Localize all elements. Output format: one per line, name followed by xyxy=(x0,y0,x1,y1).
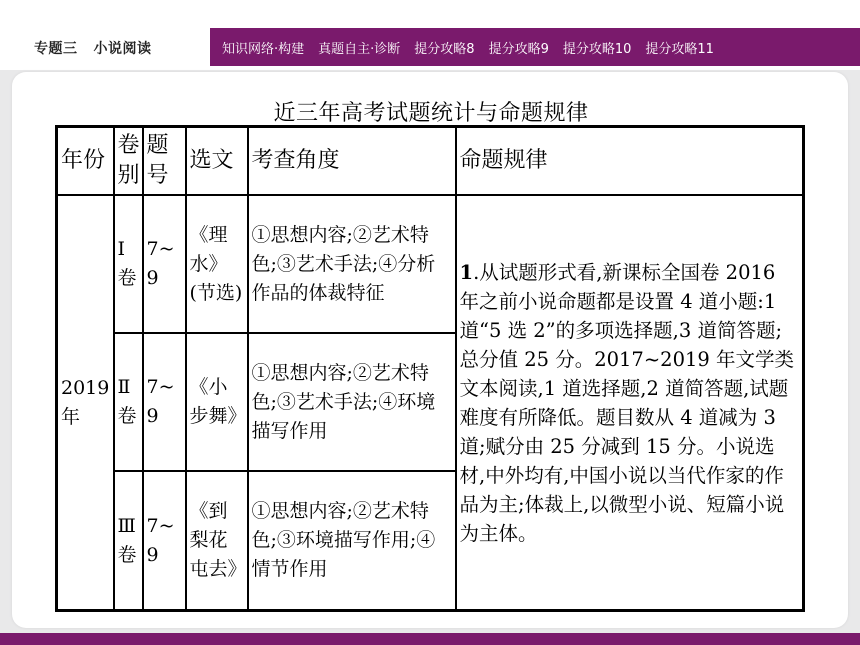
angle-cell: ①思想内容;②艺术特色;③艺术手法;④环境描写作用 xyxy=(248,333,456,471)
paper-cell: Ⅰ卷 xyxy=(114,195,143,333)
question-cell: 7~9 xyxy=(143,195,186,333)
pattern-text: .从试题形式看,新课标全国卷 2016 年之前小说命题都是设置 4 道小题:1 道“5 选 2”的多项选择题,3 道简答题;总分值 25 分。2017~2019 年文学类文本阅读,1 道选择题,2 道简答题,试题难度有所降低。题目数从 4 道减为 3 道;赋分由 25 分减到 15 分。小说选材,中外均有,中国小说以当代作家的作品为主;体裁上,以微型小说、短篇小说为主体。 xyxy=(459,260,794,545)
text-cell: 《理水》(节选) xyxy=(186,195,248,333)
paper-cell: Ⅱ卷 xyxy=(114,333,143,471)
nav-strategy-10[interactable]: 提分攻略10 xyxy=(562,41,632,57)
paper-cell: Ⅲ卷 xyxy=(114,471,143,610)
table-header-row xyxy=(57,127,804,196)
text-cell: 《小步舞》 xyxy=(186,333,248,471)
nav-knowledge-network[interactable]: 知识网络·构建 xyxy=(222,41,305,57)
pattern-cell xyxy=(456,195,804,611)
header-selected-text: 选文 xyxy=(186,127,248,196)
nav-bar xyxy=(210,28,860,66)
chapter-title: 小说阅读 xyxy=(93,41,152,57)
header-exam-angle: 考查角度 xyxy=(248,127,456,196)
question-cell: 7~9 xyxy=(143,333,186,471)
text-cell: 《到梨花屯去》 xyxy=(186,471,248,610)
angle-cell: ①思想内容;②艺术特色;③环境描写作用;④情节作用 xyxy=(248,471,456,610)
table-row xyxy=(57,195,804,333)
pattern-number: 1 xyxy=(459,260,474,284)
nav-exam-diagnosis[interactable]: 真题自主·诊断 xyxy=(318,41,401,57)
nav-strategy-9[interactable]: 提分攻略9 xyxy=(488,41,549,57)
chapter-heading xyxy=(34,38,152,58)
question-cell: 7~9 xyxy=(143,471,186,610)
header-paper: 卷别 xyxy=(114,127,143,196)
nav-strategy-11[interactable]: 提分攻略11 xyxy=(645,41,714,57)
nav-strategy-8[interactable]: 提分攻略8 xyxy=(414,41,475,57)
bottom-bar xyxy=(0,633,860,645)
slide-title: 近三年高考试题统计与命题规律 xyxy=(273,101,589,126)
year-cell: 2019年 xyxy=(57,195,114,611)
header-question-number: 题号 xyxy=(143,127,186,196)
angle-cell: ①思想内容;②艺术特色;③艺术手法;④分析作品的体裁特征 xyxy=(248,195,456,333)
chapter-label: 专题三 xyxy=(34,41,78,57)
header-year: 年份 xyxy=(57,127,114,196)
exam-statistics-table xyxy=(55,125,805,612)
header-pattern: 命题规律 xyxy=(456,127,804,196)
